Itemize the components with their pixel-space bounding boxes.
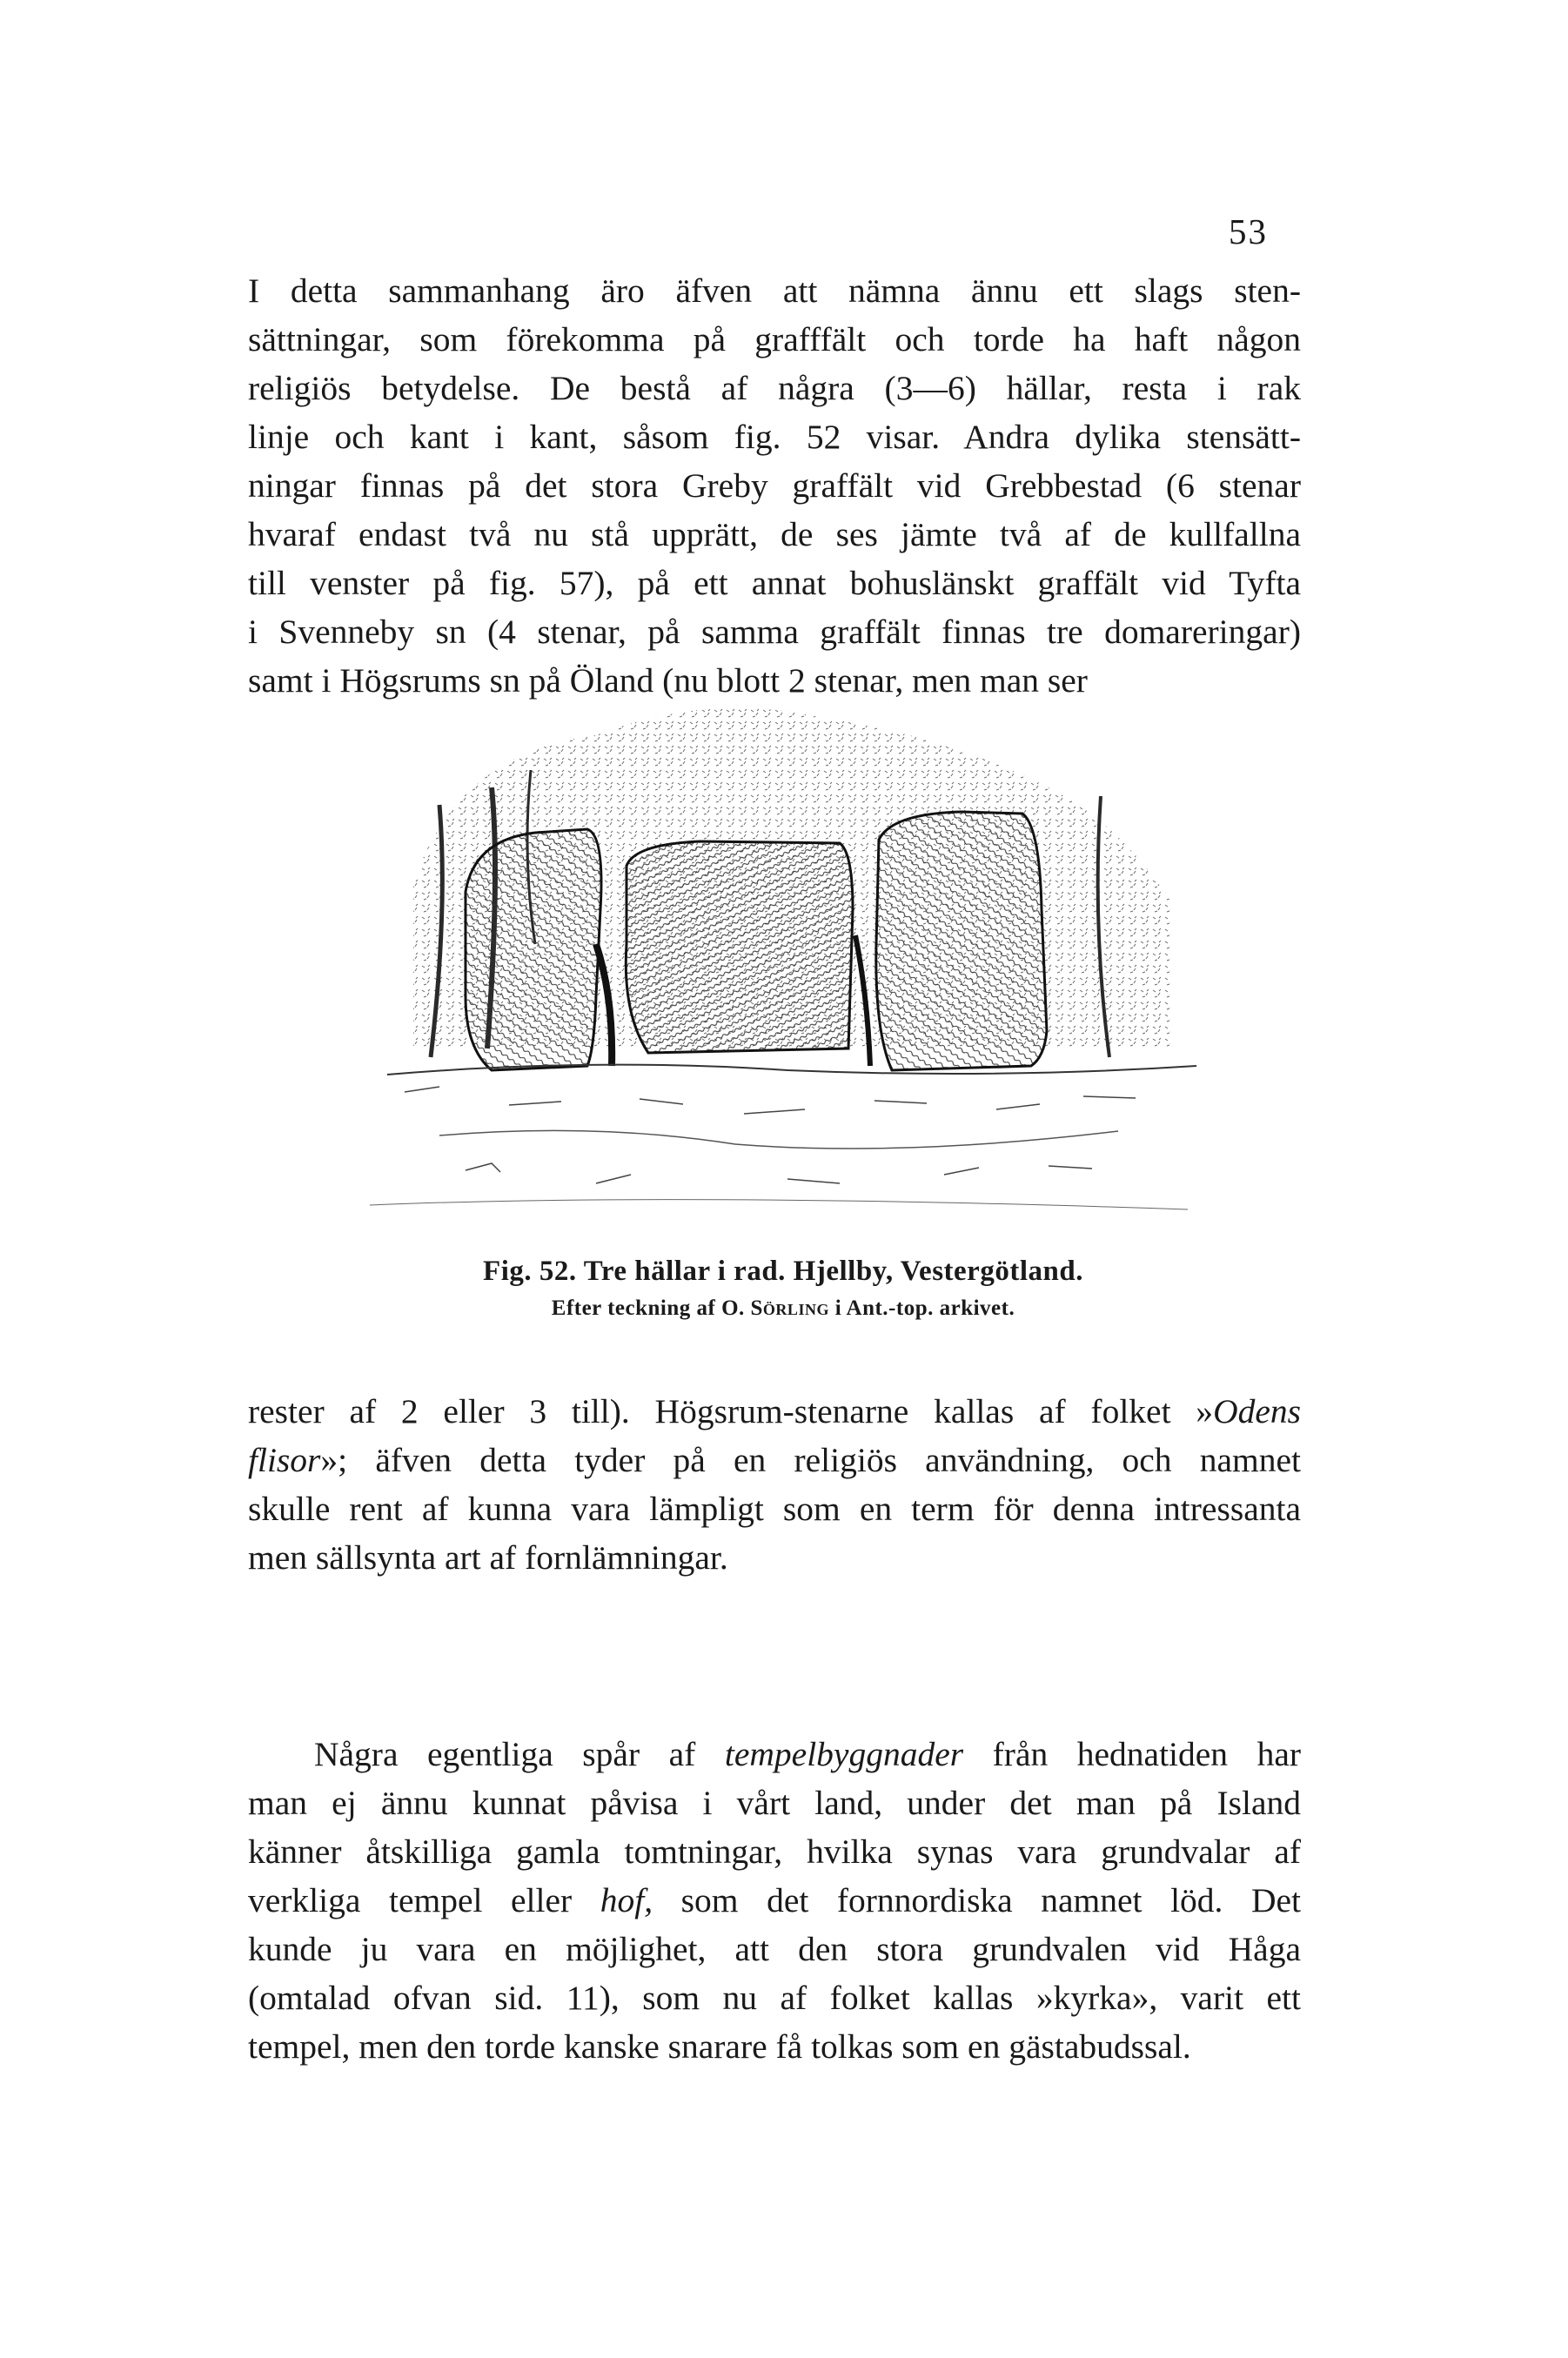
- text-line: tempel, men den torde kanske snarare få tolkas som en gästabudssal.: [248, 2027, 1191, 2066]
- figure-caption: Fig. 52. Tre hällar i rad. Hjellby, Vestergötland.: [483, 1256, 1083, 1287]
- text-segment: »; äfven detta tyder på en religiös användning, och namnet: [320, 1441, 1301, 1479]
- text-line: [248, 1436, 1301, 1484]
- text-line: kunde ju vara en möjlighet, att den stora grundvalen vid Håga: [248, 1930, 1301, 1968]
- text-line: men sällsynta art af fornlämningar.: [248, 1538, 728, 1577]
- text-line: i Svenneby sn (4 stenar, på samma graffält finnas tre domareringar): [248, 613, 1301, 651]
- text-line: känner åtskilliga gamla tomtningar, hvilka synas vara grundvalar af: [248, 1832, 1301, 1871]
- text-line: [248, 1387, 1301, 1436]
- text-line: religiös betydelse. De bestå af några (3—6) hällar, resta i rak: [248, 369, 1301, 407]
- italic-term: Odens: [1213, 1392, 1301, 1430]
- text-line: skulle rent af kunna vara lämpligt som en term för denna intressanta: [248, 1490, 1301, 1528]
- text-line: till venster på fig. 57), på ett annat bohuslänskt graffält vid Tyfta: [248, 564, 1301, 602]
- italic-term: hof,: [600, 1881, 653, 1919]
- text-line: hvaraf endast två nu stå upprätt, de ses jämte två af de kullfallna: [248, 515, 1301, 553]
- text-line: man ej ännu kunnat påvisa i vårt land, under det man på Island: [248, 1784, 1301, 1822]
- text-line: sättningar, som förekomma på grafffält och torde ha haft någon: [248, 320, 1301, 358]
- text-line: [248, 1730, 1301, 1779]
- text-segment: Några egentliga spår af: [314, 1735, 696, 1773]
- credit-suffix: i Ant.-top. arkivet.: [834, 1296, 1015, 1320]
- stone-drawing: [335, 683, 1231, 1240]
- paragraph-temples: [248, 1730, 1301, 2071]
- text-line: (omtalad ofvan sid. 11), som nu af folket kallas »kyrka», varit ett: [248, 1979, 1301, 2017]
- text-line: linje och kant i kant, såsom fig. 52 visar. Andra dylika stensätt-: [248, 418, 1301, 456]
- italic-term: flisor: [248, 1441, 321, 1479]
- text-segment: verkliga tempel eller: [248, 1881, 573, 1919]
- text-line: samt i Högsrums sn på Öland (nu blott 2 stenar, men man ser: [248, 661, 1088, 700]
- credit-prefix: Efter teckning af O.: [551, 1296, 745, 1320]
- italic-term: tempelbyggnader: [724, 1735, 964, 1773]
- text-segment: från hednatiden har: [992, 1735, 1302, 1773]
- paragraph-odens-flisor: [248, 1387, 1301, 1582]
- credit-name: Sörling: [750, 1296, 829, 1320]
- text-segment: som det fornnordiska namnet löd. Det: [680, 1881, 1302, 1919]
- text-line: I detta sammanhang äro äfven att nämna ännu ett slags sten-: [248, 271, 1301, 310]
- figure-credit: [248, 1296, 1318, 1321]
- page-number: 53: [1229, 211, 1268, 251]
- text-line: ningar finnas på det stora Greby graffält vid Grebbestad (6 stenar: [248, 466, 1301, 505]
- text-segment: rester af 2 eller 3 till). Högsrum-stenarne kallas af folket »: [248, 1392, 1214, 1430]
- figure-three-stones-illustration: [335, 683, 1231, 1240]
- paragraph-stone-settings: [248, 266, 1301, 705]
- text-line: [248, 1876, 1301, 1925]
